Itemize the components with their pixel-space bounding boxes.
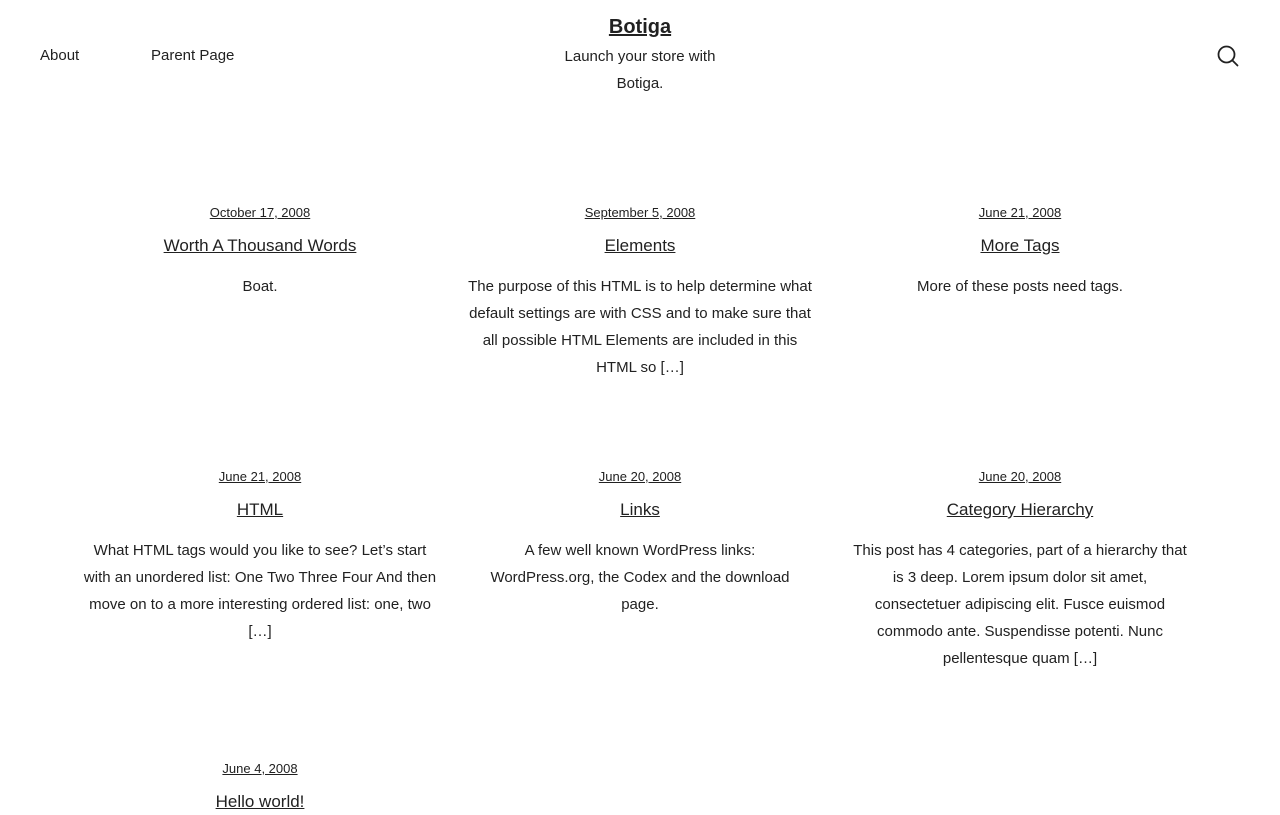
nav-item-about[interactable]: About — [40, 47, 80, 64]
post-date[interactable]: June 21, 2008 — [218, 469, 302, 484]
post-card — [840, 204, 1200, 300]
post-date[interactable]: October 17, 2008 — [209, 205, 311, 220]
post-card — [80, 468, 440, 645]
site-title[interactable]: Botiga — [608, 16, 672, 38]
search-button[interactable] — [1214, 42, 1242, 70]
post-title[interactable]: Category Hierarchy — [946, 500, 1094, 519]
post-excerpt: Boat. — [242, 278, 278, 295]
post-excerpt: This post has 4 categories, part of a hierarchy that is 3 deep. Lorem ipsum dolor sit amet, consectetuer adipiscing elit. Fusce euismod commodo ante. Suspendisse potenti. Nunc pellentesque quam […] — [853, 542, 1187, 667]
nav-item-parent-page[interactable]: Parent Page — [151, 47, 235, 64]
post-excerpt: The purpose of this HTML is to help determine what default settings are with CSS and to make sure that all possible HTML Elements are included in this HTML so […] — [468, 278, 812, 376]
post-excerpt: What HTML tags would you like to see? Let’s start with an unordered list: One Two Three Four And then move on to a more interesting ordered list: one, two […] — [83, 542, 437, 640]
post-date[interactable]: June 4, 2008 — [222, 761, 298, 776]
site-header — [0, 0, 1280, 110]
post-date[interactable]: June 20, 2008 — [598, 469, 682, 484]
site-description: Launch your store with Botiga. — [564, 48, 716, 92]
post-card — [460, 204, 820, 381]
post-card — [840, 468, 1200, 672]
post-title[interactable]: More Tags — [980, 236, 1060, 255]
post-title[interactable]: Hello world! — [215, 792, 305, 811]
post-date[interactable]: June 21, 2008 — [978, 205, 1062, 220]
post-title[interactable]: Links — [620, 500, 660, 519]
post-excerpt: More of these posts need tags. — [917, 278, 1123, 295]
search-icon — [1214, 42, 1242, 70]
post-card — [460, 468, 820, 618]
post-excerpt: A few well known WordPress links: WordPress.org, the Codex and the download page. — [490, 542, 790, 613]
post-date[interactable]: September 5, 2008 — [584, 205, 696, 220]
post-title[interactable]: Worth A Thousand Words — [163, 236, 357, 255]
post-card — [80, 204, 440, 300]
post-title[interactable]: HTML — [236, 500, 284, 519]
site-branding — [540, 15, 740, 97]
post-title[interactable]: Elements — [604, 236, 676, 255]
post-date[interactable]: June 20, 2008 — [978, 469, 1062, 484]
post-card — [80, 760, 440, 815]
